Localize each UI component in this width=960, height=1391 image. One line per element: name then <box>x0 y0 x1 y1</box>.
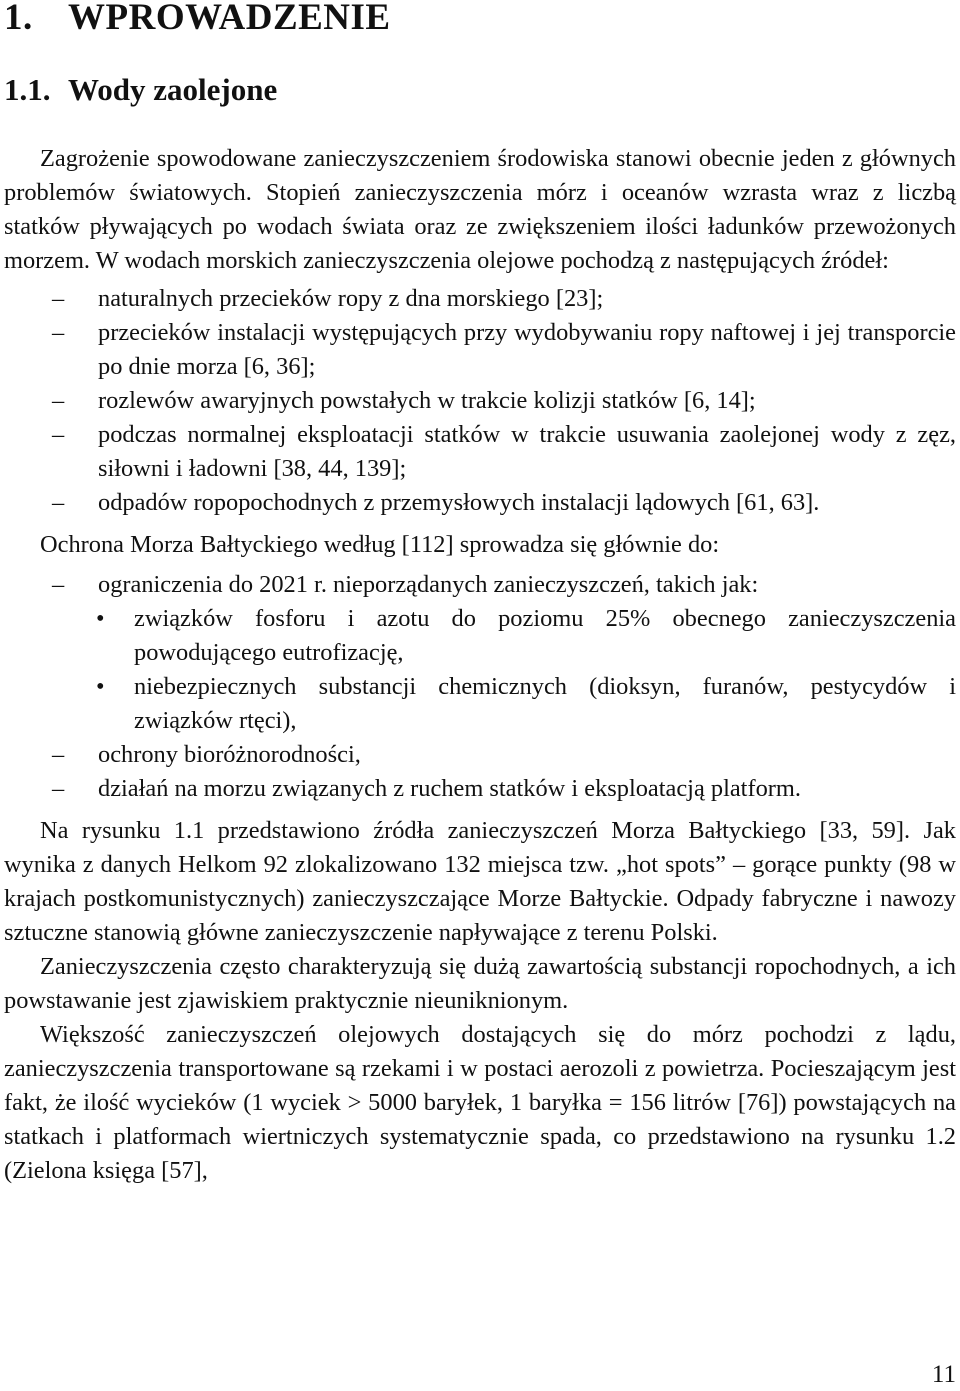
paragraph: Ochrona Morza Bałtyckiego według [112] sprowadza się głównie do: <box>40 531 720 558</box>
dash-marker: – <box>52 421 65 448</box>
sources-list <box>4 282 956 520</box>
sub-list-item <box>4 602 956 670</box>
list-item-text: odpadów ropopochodnych z przemysłowych instalacji lądowych [61, 63]. <box>98 489 820 516</box>
list-item-text: przecieków instalacji występujących przy wydobywaniu ropy naftowej i jej transporcie po dnie morza [6, 36]; <box>98 319 956 380</box>
paragraph: Zagrożenie spowodowane zanieczyszczeniem środowiska stanowi obecnie jeden z głównych problemów światowych. Stopień zanieczyszczenia mórz i oceanów wzrasta wraz z liczbą statków pływających po wodach świata oraz ze zwiększeniem ilości ładunków przewożonych morzem. W wodach morskich zanieczyszczenia olejowe pochodzą z następujących źródeł: <box>4 145 956 274</box>
dash-marker: – <box>52 387 65 414</box>
list-item-text: naturalnych przecieków ropy z dna morskiego [23]; <box>98 285 604 312</box>
list-item-text: podczas normalnej eksploatacji statków w trakcie usuwania zaolejonej wody z zęz, siłowni i ładowni [38, 44, 139]; <box>98 421 956 482</box>
dash-marker: – <box>52 775 65 802</box>
dash-marker: – <box>52 489 65 516</box>
section-number: 1. <box>4 0 33 38</box>
list-item-text: niebezpiecznych substancji chemicznych (dioksyn, furanów, pestycydów i związków rtęci), <box>134 673 956 734</box>
dash-marker: – <box>52 741 65 768</box>
list-item-text: ograniczenia do 2021 r. nieporządanych zanieczyszczeń, takich jak: <box>98 571 759 598</box>
list-item <box>4 316 956 384</box>
paragraph: Większość zanieczyszczeń olejowych dostających się do mórz pochodzi z lądu, zanieczyszczenia transportowane są rzekami i w postaci aerozoli z powietrza. Pocieszającym jest fakt, że ilość wycieków (1 wyciek > 5000 baryłek, 1 baryłka = 156 litrów [76]) powstających na statkach i platformach wiertniczych systematycznie spada, co przedstawiono na rysunku 1.2 (Zielona księga [57], <box>4 1021 956 1184</box>
list-item-text: ochrony bioróżnorodności, <box>98 741 361 768</box>
list-item-text: rozlewów awaryjnych powstałych w trakcie kolizji statków [6, 14]; <box>98 387 756 414</box>
list-item <box>4 772 956 806</box>
list-item-text: działań na morzu związanych z ruchem statków i eksploatacją platform. <box>98 775 801 802</box>
list-item <box>4 486 956 520</box>
list-item <box>4 384 956 418</box>
bullet-marker: • <box>96 673 105 700</box>
list-item <box>4 418 956 486</box>
section-heading <box>4 0 391 39</box>
list-item <box>4 568 956 602</box>
body-text <box>4 142 956 1188</box>
subsection-title: Wody zaolejone <box>68 72 278 107</box>
page-number: 11 <box>931 1361 956 1388</box>
list-item <box>4 282 956 316</box>
dash-marker: – <box>52 571 65 598</box>
dash-marker: – <box>52 319 65 346</box>
dash-marker: – <box>52 285 65 312</box>
sub-list-item <box>4 670 956 738</box>
paragraph: Zanieczyszczenia często charakteryzują się dużą zawartością substancji ropochodnych, a ich powstawanie jest zjawiskiem praktycznie nieuniknionym. <box>4 953 956 1014</box>
section-title: WPROWADZENIE <box>68 0 391 38</box>
protection-list <box>4 568 956 806</box>
subsection-number: 1.1. <box>4 72 51 107</box>
list-item <box>4 738 956 772</box>
subsection-heading <box>4 72 277 108</box>
bullet-marker: • <box>96 605 105 632</box>
paragraph: Na rysunku 1.1 przedstawiono źródła zanieczyszczeń Morza Bałtyckiego [33, 59]. Jak wynika z danych Helkom 92 zlokalizowano 132 miejsca tzw. „hot spots” – gorące punkty (98 w krajach postkomunistycznych) zanieczyszczające Morze Bałtyckie. Odpady fabryczne i nawozy sztuczne stanowią główne zanieczyszczenie napływające z terenu Polski. <box>4 817 956 946</box>
list-item-text: związków fosforu i azotu do poziomu 25% obecnego zanieczyszczenia powodującego eutrofizację, <box>134 605 956 666</box>
